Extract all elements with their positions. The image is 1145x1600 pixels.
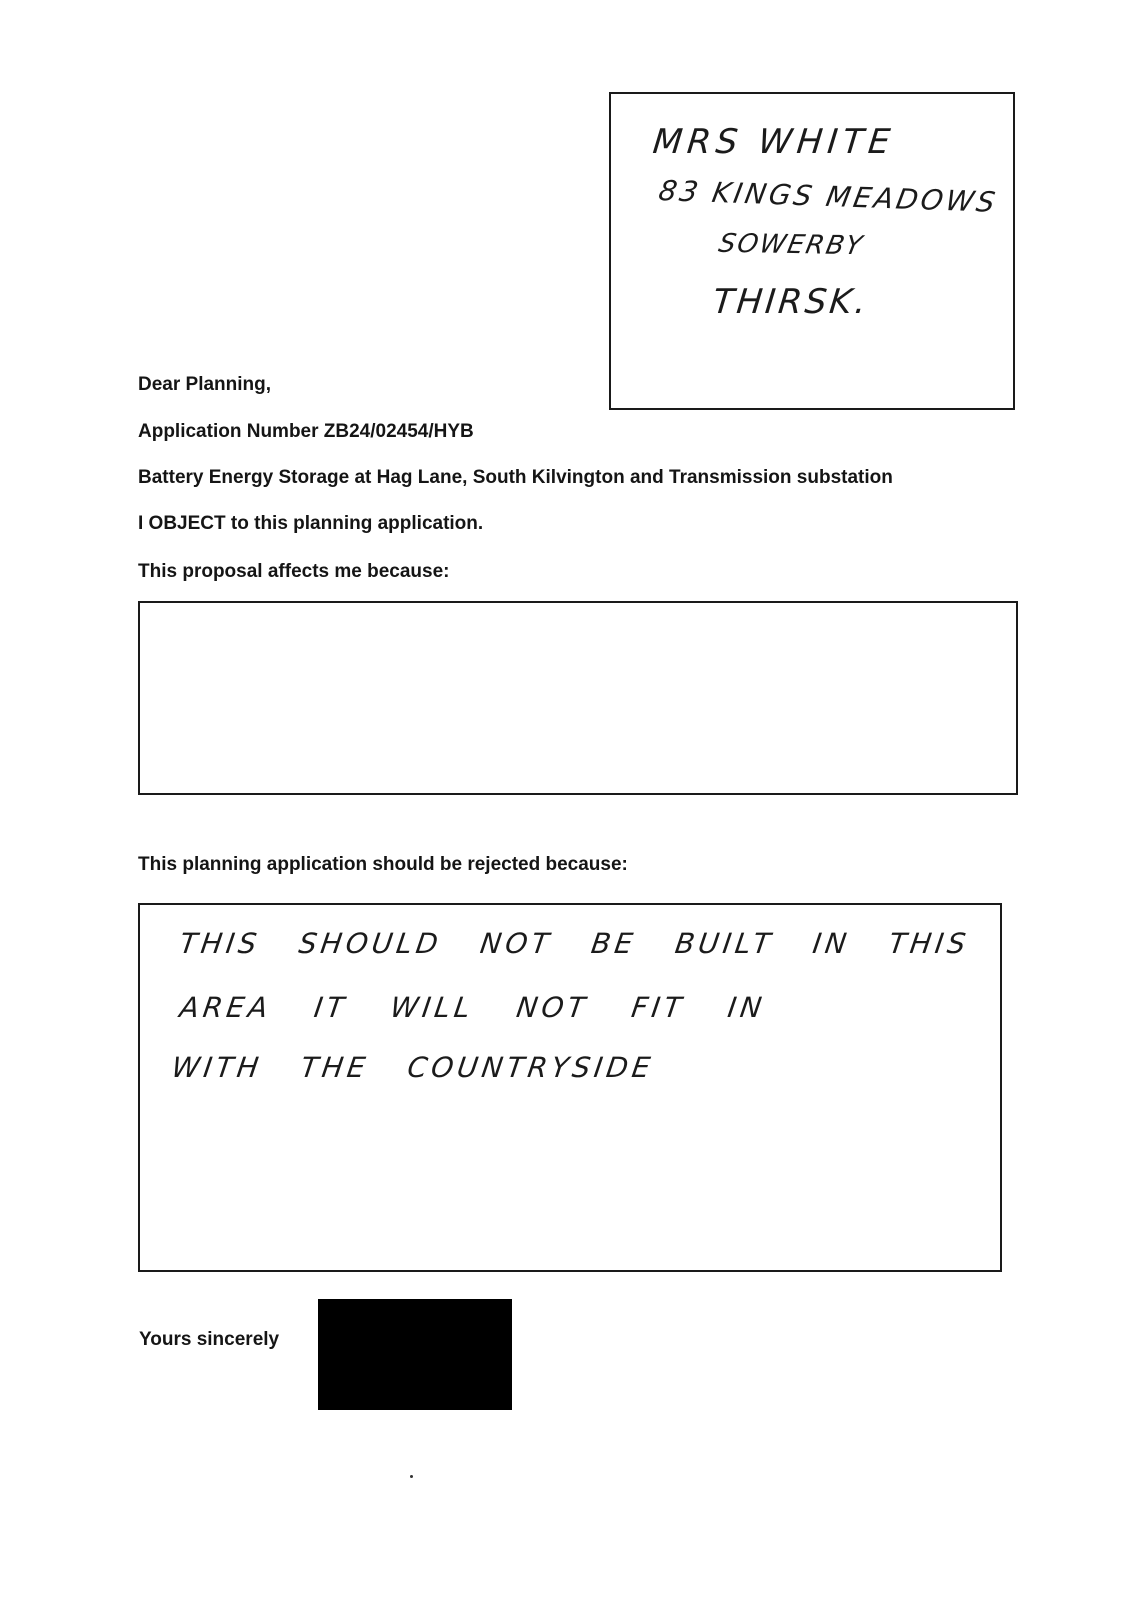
letter-greeting: Dear Planning,	[138, 374, 272, 395]
objection-statement: I OBJECT to this planning application.	[138, 513, 484, 534]
stray-ink-mark	[410, 1475, 413, 1478]
handwritten-address-box	[609, 92, 1015, 410]
address-line-village: SOWERBY	[716, 228, 867, 262]
rejection-reasons-box	[138, 903, 1002, 1272]
address-line-name: MRS WHITE	[650, 122, 897, 162]
address-line-street: 83 KINGS MEADOWS	[656, 174, 1001, 219]
affects-heading: This proposal affects me because:	[138, 561, 450, 582]
reason-line-1: THIS SHOULD NOT BE BUILT IN THIS	[177, 927, 972, 960]
reason-line-3: WITH THE COUNTRYSIDE	[169, 1051, 657, 1084]
reason-line-2: AREA IT WILL NOT FIT IN	[177, 991, 768, 1024]
affects-response-box	[138, 601, 1018, 795]
address-line-town: THIRSK.	[710, 282, 871, 322]
rejected-heading: This planning application should be rejected because:	[138, 854, 628, 875]
letter-signoff: Yours sincerely	[139, 1329, 280, 1350]
application-number: Application Number ZB24/02454/HYB	[138, 421, 474, 442]
redacted-signature	[318, 1299, 512, 1410]
application-subject: Battery Energy Storage at Hag Lane, South Kilvington and Transmission substation	[138, 467, 893, 488]
